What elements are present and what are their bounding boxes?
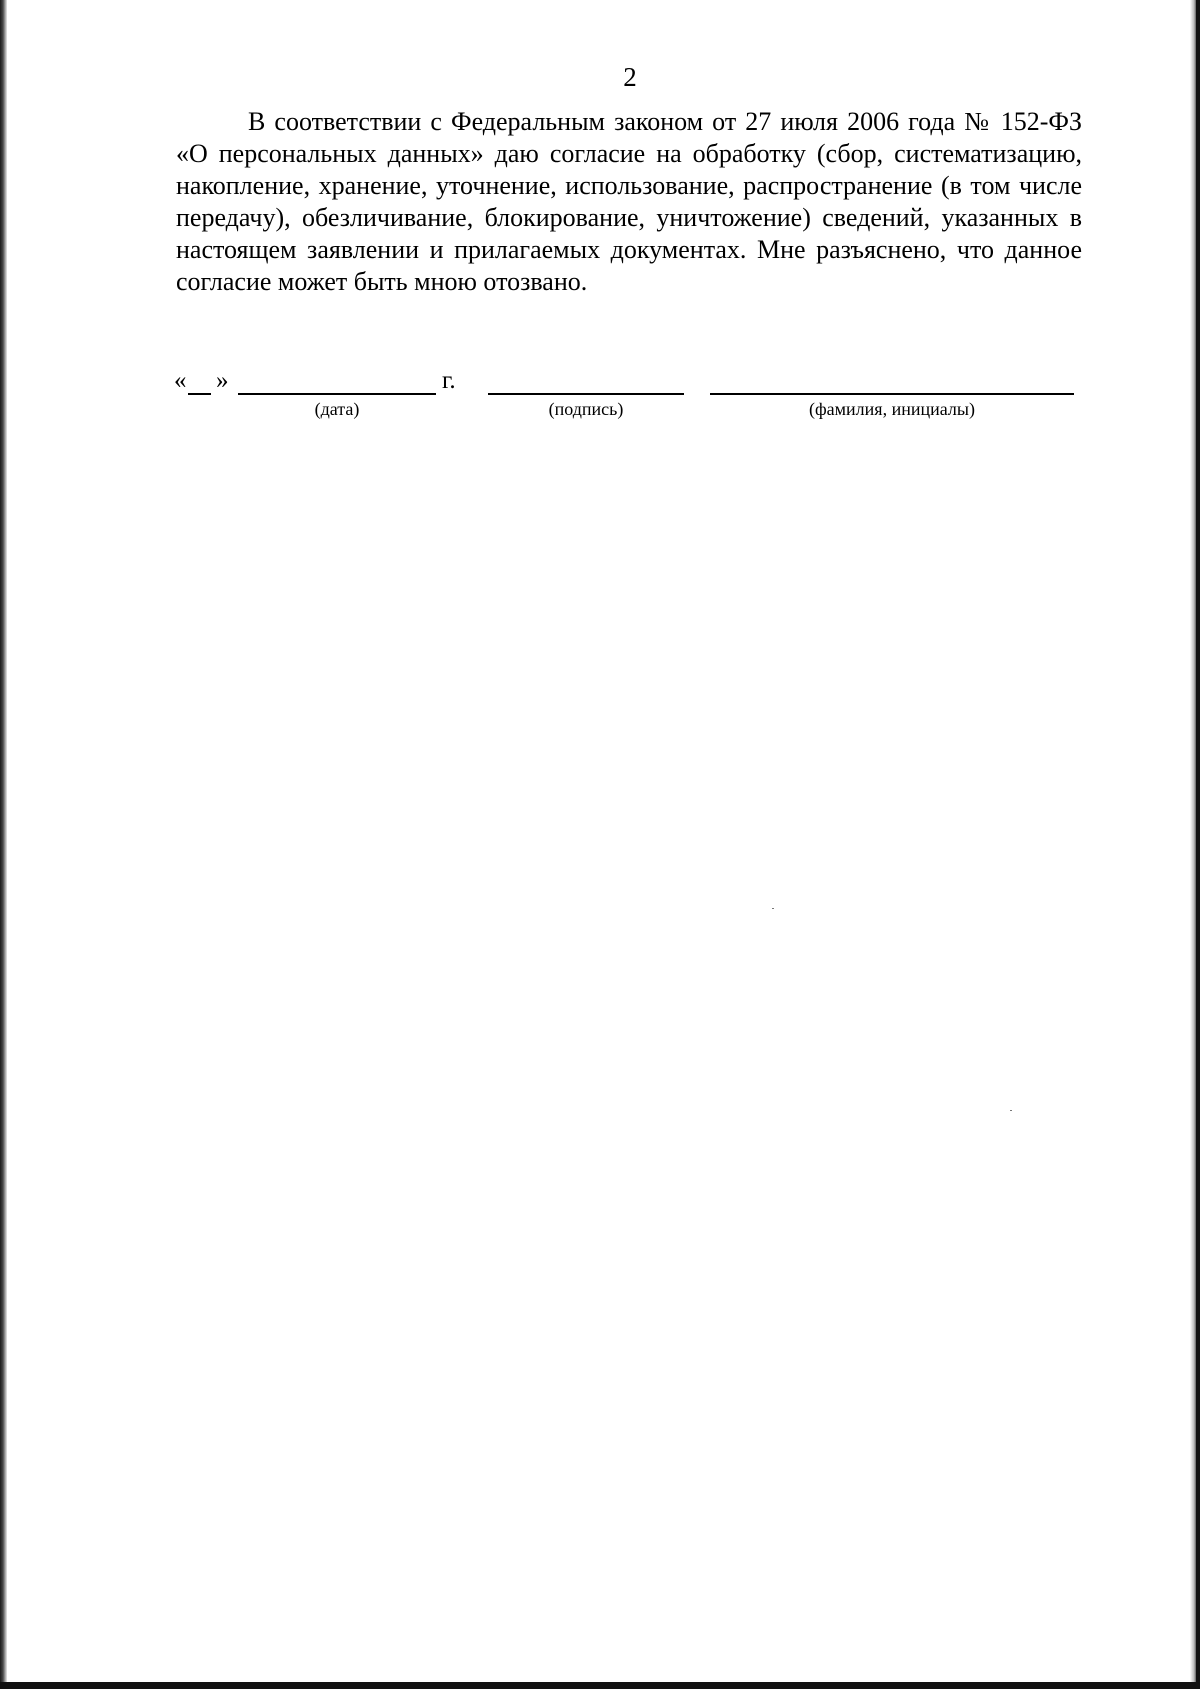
date-blank-field[interactable]: [238, 393, 436, 395]
page-number: 2: [623, 62, 637, 92]
scan-edge-left: [0, 0, 7, 1689]
year-suffix: г.: [442, 367, 456, 394]
date-quote-close: »: [216, 367, 229, 394]
day-blank-field[interactable]: [188, 393, 211, 395]
name-caption: (фамилия, инициалы): [809, 399, 975, 419]
name-blank-field[interactable]: [710, 393, 1074, 395]
consent-paragraph: В соответствии с Федеральным законом от 27 июля 2006 года № 152-ФЗ «О персональных данных» даю согласие на обработку (сбор, систематизацию, накопление, хранение, уточнение, использование, распространение (в том числе передачу), обезличивание, блокирование, уничтожение) сведений, указанных в настоящем заявлении и прилагаемых документах. Мне разъяснено, что данное согласие может быть мною отозвано.: [176, 107, 1082, 296]
date-caption: (дата): [314, 399, 360, 419]
signature-blank-field[interactable]: [488, 393, 684, 395]
signature-block: [174, 366, 1084, 426]
scan-speck: [1010, 1110, 1012, 1111]
scan-edge-right: [1196, 0, 1200, 1689]
scan-speck: [772, 908, 774, 909]
date-quote-open: «: [174, 367, 187, 394]
scan-edge-bottom: [0, 1682, 1200, 1689]
signature-caption: (подпись): [548, 399, 624, 419]
